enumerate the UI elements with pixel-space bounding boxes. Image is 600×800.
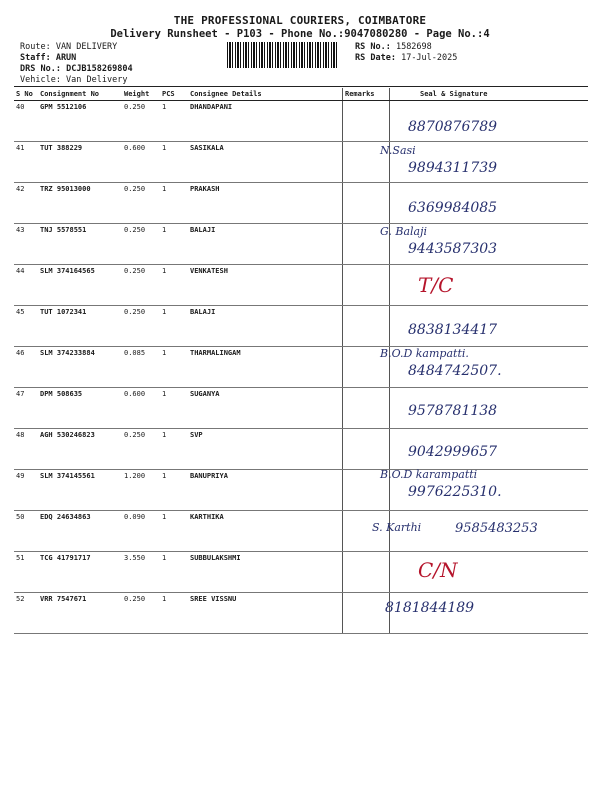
table-row — [14, 101, 588, 142]
cell-consignment: TNJ 5578551 — [38, 224, 122, 265]
cell-consignee: SVP — [188, 429, 343, 470]
cell-weight: 1.200 — [122, 470, 160, 511]
cell-sno: 50 — [14, 511, 38, 552]
table-row — [14, 429, 588, 470]
cell-weight: 0.600 — [122, 388, 160, 429]
cell-consignment: SLM 374164565 — [38, 265, 122, 306]
table-row — [14, 306, 588, 347]
col-header-signature: Seal & Signature — [390, 88, 589, 101]
signature-phone: 8838134417 — [408, 322, 498, 338]
table-row — [14, 388, 588, 429]
cell-remarks — [343, 593, 390, 634]
col-header-consignment: Consignment No — [38, 88, 122, 101]
signature-phone: 9894311739 — [408, 159, 498, 176]
cell-consignment: SLM 374233884 — [38, 347, 122, 388]
cell-consignee: BALAJI — [188, 224, 343, 265]
cell-sno: 47 — [14, 388, 38, 429]
signature-note: B.O.D kampatti. — [380, 346, 469, 360]
signature-phone: 9042999657 — [408, 443, 498, 460]
table-row — [14, 224, 588, 265]
signature-phone: 9578781138 — [408, 403, 498, 420]
cell-weight: 0.250 — [122, 183, 160, 224]
cell-pcs: 1 — [160, 470, 188, 511]
cell-weight: 0.250 — [122, 265, 160, 306]
cell-remarks — [343, 183, 390, 224]
cell-pcs: 1 — [160, 429, 188, 470]
drs-line — [20, 64, 133, 75]
col-header-consignee: Consignee Details — [188, 88, 343, 101]
cell-consignee: SASIKALA — [188, 142, 343, 183]
drs-label: DRS No.: — [20, 64, 61, 74]
signature-phone: 8870876789 — [408, 119, 498, 135]
cell-remarks — [343, 552, 390, 593]
cell-pcs: 1 — [160, 552, 188, 593]
cell-consignee: SUBBULAKSHMI — [188, 552, 343, 593]
table-row — [14, 142, 588, 183]
cell-consignment: AGH 530246823 — [38, 429, 122, 470]
col-header-remarks: Remarks — [343, 88, 390, 101]
cell-sno: 42 — [14, 183, 38, 224]
signature-phone: 9585483253 — [455, 521, 538, 536]
cell-weight: 0.085 — [122, 347, 160, 388]
signature-phone: 6369984085 — [408, 200, 498, 217]
cell-weight: 0.250 — [122, 224, 160, 265]
cell-sno: 49 — [14, 470, 38, 511]
signature-note: B.O.D karampatti — [380, 468, 478, 482]
header-left-info — [20, 42, 133, 86]
rs-no-value: 1582698 — [395, 42, 432, 52]
cell-sno: 41 — [14, 142, 38, 183]
table-row — [14, 265, 588, 306]
signature-phone: 9443587303 — [408, 240, 498, 257]
vehicle-line: Vehicle: Van Delivery — [20, 75, 128, 85]
cell-remarks — [343, 388, 390, 429]
header-rule — [14, 86, 588, 87]
table-row — [14, 593, 588, 634]
signature-phone: C/N — [418, 557, 458, 582]
signature-note: N.Sasi — [380, 143, 416, 157]
cell-consignee: VENKATESH — [188, 265, 343, 306]
cell-sno: 46 — [14, 347, 38, 388]
rs-date-label: RS Date: — [355, 53, 396, 63]
drs-number: DCJB158269804 — [66, 64, 133, 74]
col-header-weight: Weight — [122, 88, 160, 101]
cell-sno: 48 — [14, 429, 38, 470]
company-title: THE PROFESSIONAL COURIERS, COIMBATORE — [173, 14, 427, 27]
cell-weight: 0.250 — [122, 101, 160, 142]
cell-weight: 0.600 — [122, 142, 160, 183]
cell-consignee: SUGANYA — [188, 388, 343, 429]
cell-pcs: 1 — [160, 347, 188, 388]
cell-sno: 43 — [14, 224, 38, 265]
runsheet-table — [14, 88, 588, 634]
cell-pcs: 1 — [160, 511, 188, 552]
cell-pcs: 1 — [160, 142, 188, 183]
cell-consignment: GPM 5512106 — [38, 101, 122, 142]
signature-phone: 8181844189 — [385, 600, 475, 617]
cell-consignment: EDQ 24634863 — [38, 511, 122, 552]
table-row — [14, 552, 588, 593]
cell-weight: 0.250 — [122, 429, 160, 470]
cell-pcs: 1 — [160, 183, 188, 224]
cell-weight: 0.250 — [122, 593, 160, 634]
cell-consignee: BALAJI — [188, 306, 343, 347]
cell-consignment: TUT 1072341 — [38, 306, 122, 347]
rs-no-line — [355, 42, 457, 53]
cell-pcs: 1 — [160, 101, 188, 142]
runsheet-subtitle: Delivery Runsheet - P103 - Phone No.:9047080280 - Page No.:4 — [110, 28, 490, 40]
cell-consignment: TUT 388229 — [38, 142, 122, 183]
cell-weight: 0.250 — [122, 306, 160, 347]
cell-consignee: BANUPRIYA — [188, 470, 343, 511]
col-header-sno: S No — [14, 88, 38, 101]
cell-consignee: SREE VISSNU — [188, 593, 343, 634]
table-row — [14, 470, 588, 511]
cell-sno: 51 — [14, 552, 38, 593]
cell-pcs: 1 — [160, 593, 188, 634]
barcode — [227, 42, 337, 68]
cell-consignment: SLM 374145561 — [38, 470, 122, 511]
cell-weight: 0.090 — [122, 511, 160, 552]
cell-pcs: 1 — [160, 388, 188, 429]
cell-consignee: KARTHIKA — [188, 511, 343, 552]
signature-phone: 9976225310. — [408, 484, 502, 501]
cell-sno: 44 — [14, 265, 38, 306]
cell-remarks — [343, 265, 390, 306]
cell-weight: 3.550 — [122, 552, 160, 593]
cell-pcs: 1 — [160, 224, 188, 265]
rs-no-label: RS No.: — [355, 42, 391, 52]
rs-date-value: 17-Jul-2025 — [401, 53, 458, 63]
cell-pcs: 1 — [160, 306, 188, 347]
cell-remarks — [343, 429, 390, 470]
cell-consignee: THARMALINGAM — [188, 347, 343, 388]
cell-remarks — [343, 306, 390, 347]
table-header-row — [14, 88, 588, 101]
table-row — [14, 183, 588, 224]
cell-consignment: TCG 41791717 — [38, 552, 122, 593]
rs-date-line — [355, 53, 457, 64]
cell-consignment: VRR 7547671 — [38, 593, 122, 634]
header-right-info — [355, 42, 457, 64]
staff-line: Staff: ARUN — [20, 53, 77, 63]
table-row — [14, 347, 588, 388]
cell-sno: 45 — [14, 306, 38, 347]
cell-consignee: DHANDAPANI — [188, 101, 343, 142]
cell-sno: 40 — [14, 101, 38, 142]
cell-remarks — [343, 101, 390, 142]
cell-consignment: TRZ 95013000 — [38, 183, 122, 224]
route-line: Route: VAN DELIVERY — [20, 42, 118, 52]
signature-phone: T/C — [418, 273, 454, 298]
cell-consignment: DPM 508635 — [38, 388, 122, 429]
cell-consignee: PRAKASH — [188, 183, 343, 224]
signature-note: G. Balaji — [380, 224, 428, 238]
cell-pcs: 1 — [160, 265, 188, 306]
col-header-pcs: PCS — [160, 88, 188, 101]
signature-note: S. Karthi — [372, 521, 422, 534]
cell-sno: 52 — [14, 593, 38, 634]
signature-phone: 8484742507. — [408, 362, 502, 379]
